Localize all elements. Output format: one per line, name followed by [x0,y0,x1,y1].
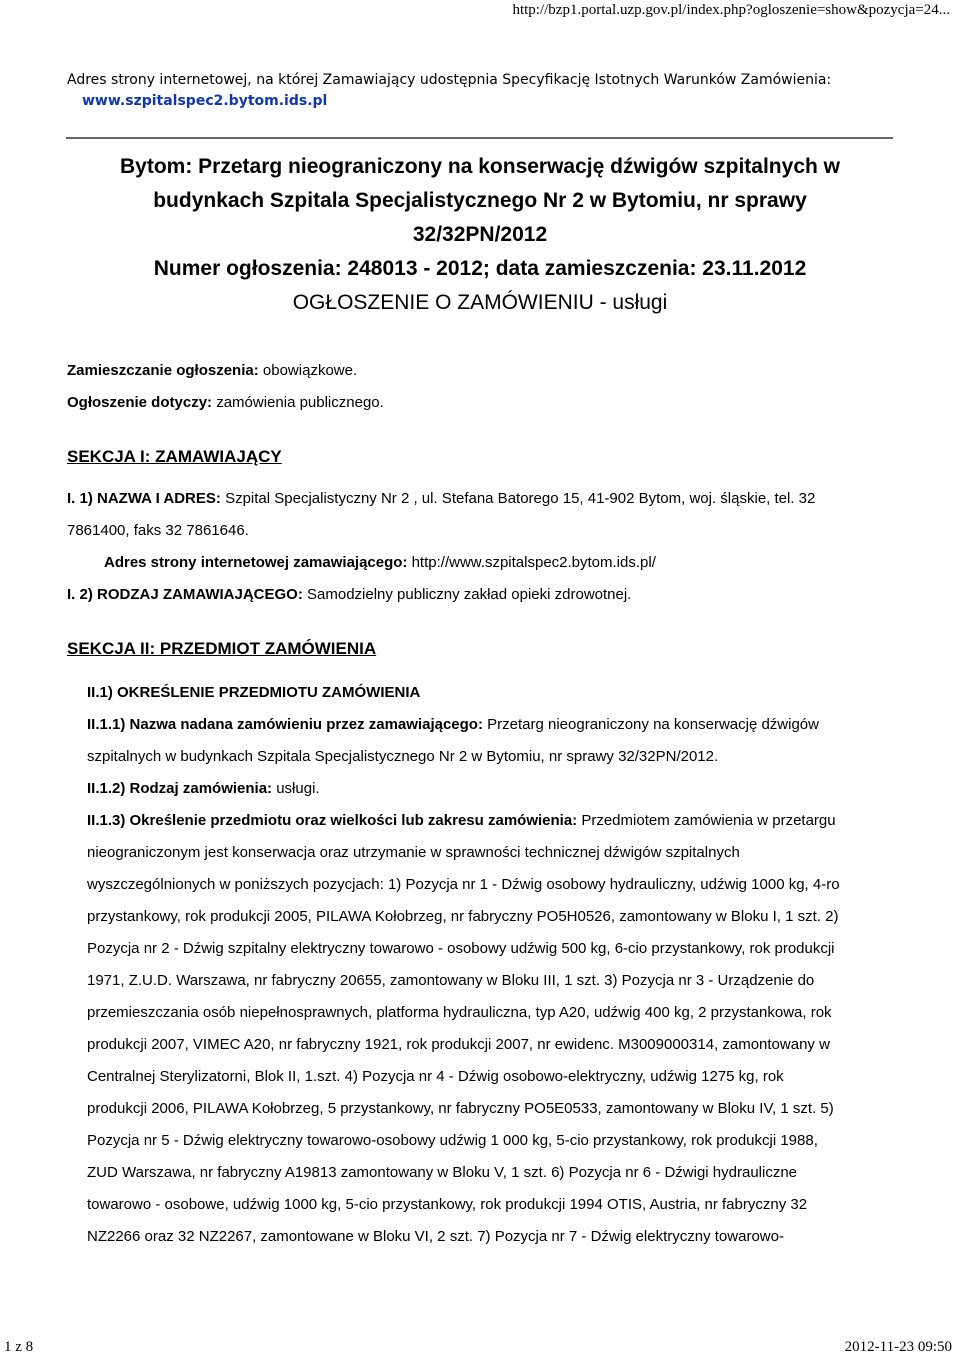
title-line-3: 32/32PN/2012 [412,223,548,246]
description-row [67,805,910,837]
contract-kind-value: usługi. [276,780,320,797]
placement-row [67,355,910,387]
contract-name-row [67,709,910,741]
description-line: przystankowy, rok produkcji 2005, PILAWA Kołobrzeg, nr fabryczny PO5H0526, zamontowany w Bloku I, 1 szt. 2) [87,908,839,925]
name-address-value: Szpital Specjalistyczny Nr 2 , ul. Stefana Batorego 15, 41-902 Bytom, woj. śląskie, tel. 32 [225,490,816,507]
description-line: nieograniczonym jest konserwacja oraz utrzymanie w sprawności technicznej dźwigów szpitalnych [87,844,740,861]
notice-title [40,150,920,320]
concerns-value: zamówienia publicznego. [216,394,384,411]
print-timestamp: 2012-11-23 09:50 [844,1339,952,1355]
description-line: Pozycja nr 2 - Dźwig szpitalny elektryczny towarowo - osobowy udźwig 500 kg, 6-cio przystankowy, rok produkcji [87,940,835,957]
description-line: ZUD Warszawa, nr fabryczny A19813 zamontowany w Bloku V, 1 szt. 6) Pozycja nr 6 - Dźwigi hydrauliczne [87,1164,798,1181]
name-address-row-2: 7861400, faks 32 7861646. [67,522,249,539]
description-line: 1971, Z.U.D. Warszawa, nr fabryczny 20655, zamontowany w Bloku III, 1 szt. 3) Pozycja nr 3 - Urządzenie do [87,972,815,989]
description-line: wyszczególnionych w poniższych pozycjach: 1) Pozycja nr 1 - Dźwig osobowy hydrauliczny, udźwig 1000 kg, 4-ro [87,876,840,893]
siwz-link[interactable]: www.szpitalspec2.bytom.ids.pl [82,93,328,109]
description-line: towarowo - osobowe, udźwig 1000 kg, 5-cio przystankowy, rok produkcji 1994 OTIS, Austria, nr fabryczny 32 [87,1196,808,1213]
siwz-intro-text: Adres strony internetowej, na której Zamawiający udostępnia Specyfikację Istotnych Warunków Zamówienia: [67,72,832,88]
contracting-type-label: I. 2) RODZAJ ZAMAWIAJĄCEGO: [67,586,303,603]
contract-kind-label: II.1.2) Rodzaj zamówienia: [87,780,273,797]
contract-name-label: II.1.1) Nazwa nadana zamówieniu przez zamawiającego: [87,716,483,733]
website-label: Adres strony internetowej zamawiającego: [104,554,408,571]
section-1-heading: SEKCJA I: ZAMAWIAJĄCY [67,447,282,466]
siwz-intro [67,70,831,112]
divider [66,137,893,139]
subsection-2-1-heading: II.1) OKREŚLENIE PRZEDMIOTU ZAMÓWIENIA [87,684,421,701]
print-header-url: http://bzp1.portal.uzp.gov.pl/index.php?ogloszenie=show&pozycja=24... [512,2,950,18]
page-counter: 1 z 8 [4,1339,34,1355]
description-line: Przedmiotem zamówienia w przetargu [581,812,836,829]
notice-number: Numer ogłoszenia: 248013 - 2012; data zamieszczenia: 23.11.2012 [153,257,807,280]
placement-label: Zamieszczanie ogłoszenia: [67,362,259,379]
website-value[interactable]: http://www.szpitalspec2.bytom.ids.pl/ [411,554,656,571]
contract-name-row-2: szpitalnych w budynkach Szpitala Specjalistycznego Nr 2 w Bytomiu, nr sprawy 32/32PN/2012. [87,748,719,765]
description-label: II.1.3) Określenie przedmiotu oraz wielkości lub zakresu zamówienia: [87,812,578,829]
contract-name-value: Przetarg nieograniczony na konserwację dźwigów [487,716,819,733]
name-address-row [67,483,910,515]
section-2-heading: SEKCJA II: PRZEDMIOT ZAMÓWIENIA [67,639,377,658]
title-line-2: budynkach Szpitala Specjalistycznego Nr 2 w Bytomiu, nr sprawy [153,189,807,212]
description-line: Pozycja nr 5 - Dźwig elektryczny towarowo-osobowy udźwig 1 000 kg, 5-cio przystankowy, rok produkcji 1988, [87,1132,818,1149]
notice-content [67,355,910,1253]
description-line: produkcji 2007, VIMEC A20, nr fabryczny 1921, rok produkcji 2007, nr ewidenc. M3009000314, zamontowany w [87,1036,830,1053]
concerns-label: Ogłoszenie dotyczy: [67,394,213,411]
name-address-label: I. 1) NAZWA I ADRES: [67,490,221,507]
title-line-1: Bytom: Przetarg nieograniczony na konserwację dźwigów szpitalnych w [120,155,840,178]
website-row [67,547,910,579]
contracting-type-value: Samodzielny publiczny zakład opieki zdrowotnej. [307,586,632,603]
description-line: przemieszczania osób niepełnosprawnych, platforma hydrauliczna, typ A20, udźwig 400 kg, 2 przystankowa, rok [87,1004,832,1021]
description-line: Centralnej Sterylizatorni, Blok II, 1.szt. 4) Pozycja nr 4 - Dźwig osobowo-elektryczny, udźwig 1275 kg, rok [87,1068,784,1085]
contracting-type-row [67,579,910,611]
notice-subtitle: OGŁOSZENIE O ZAMÓWIENIU - usługi [292,291,668,314]
contract-kind-row [67,773,910,805]
placement-value: obowiązkowe. [262,362,358,379]
concerns-row [67,387,910,419]
description-line: produkcji 2006, PILAWA Kołobrzeg, 5 przystankowy, nr fabryczny PO5E0533, zamontowany w Bloku IV, 1 szt. 5) [87,1100,834,1117]
description-line: NZ2266 oraz 32 NZ2267, zamontowane w Bloku VI, 2 szt. 7) Pozycja nr 7 - Dźwig elektryczny towarowo- [87,1228,784,1245]
